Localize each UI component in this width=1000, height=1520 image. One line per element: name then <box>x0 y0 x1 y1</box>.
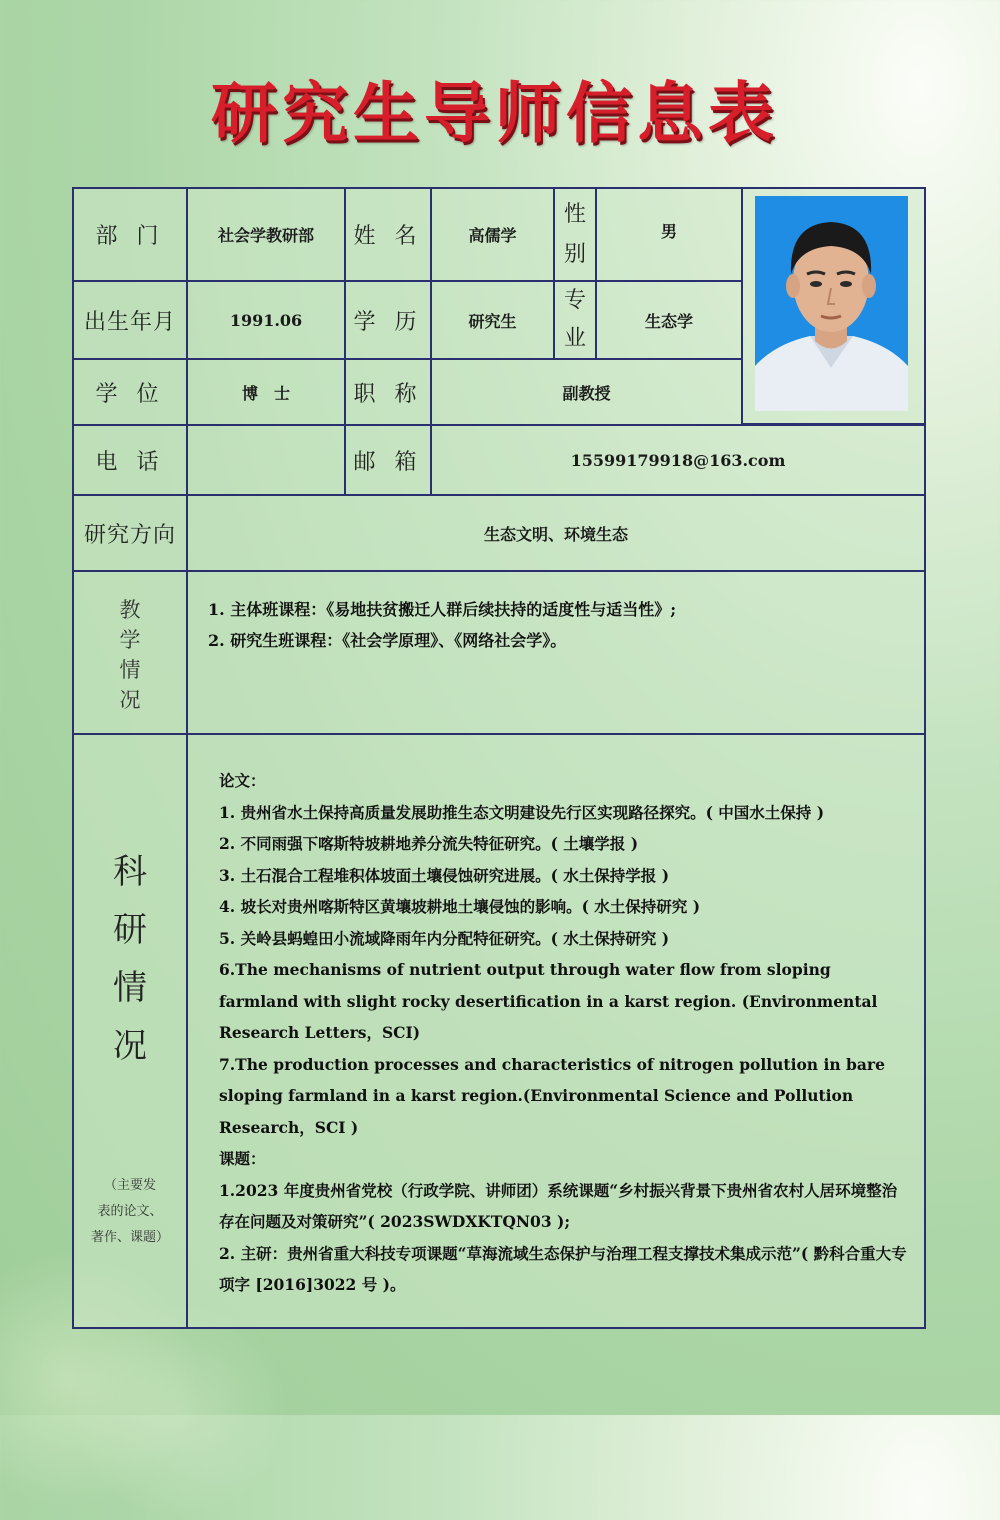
research-note-line: 著作、课题） <box>90 1230 169 1245</box>
value-education: 研究生 <box>430 280 555 360</box>
label-gender <box>553 187 597 282</box>
page-title: 研究生导师信息表 <box>211 75 779 152</box>
research-item: 1. 贵州省水土保持高质量发展助推生态文明建设先行区实现路径探究。( 中国水土保持 ) <box>219 802 825 822</box>
research-item: 5. 关岭县蚂蝗田小流域降雨年内分配特征研究。( 水土保持研究 ) <box>219 928 670 948</box>
research-heading-papers: 论文： <box>219 771 266 790</box>
label-teaching-char: 况 <box>119 687 141 712</box>
label-birth: 出生年月 <box>72 280 188 360</box>
research-item: 3. 土石混合工程堆积体坡面土壤侵蚀研究进展。( 水土保持学报 ) <box>219 865 670 885</box>
label-research-char: 科 <box>113 852 147 892</box>
research-item: 4. 坡长对贵州喀斯特区黄壤坡耕地土壤侵蚀的影响。( 水土保持研究 ) <box>219 897 701 916</box>
label-teaching-char: 情 <box>119 657 141 682</box>
label-teaching-char: 教 <box>119 597 141 622</box>
label-email: 邮 箱 <box>344 424 432 496</box>
value-research-direction: 生态文明、环境生态 <box>186 494 926 572</box>
label-department: 部 门 <box>72 187 188 282</box>
teaching-item: 1. 主体班课程：《易地扶贫搬迁人群后续扶持的适度性与适当性》; <box>208 600 677 619</box>
label-name: 姓 名 <box>344 187 432 282</box>
label-major-char-2: 业 <box>563 326 586 351</box>
value-major: 生态学 <box>595 280 743 360</box>
portrait-image <box>755 196 908 411</box>
value-degree: 博 士 <box>186 358 346 426</box>
teaching-list <box>208 594 676 656</box>
research-item: 7.The production processes and characteristics of nitrogen pollution in bare sloping farmland in a karst region.(Environmental Science and Pollution Research，SCI ) <box>219 1054 885 1137</box>
research-item: 1.2023 年度贵州省党校（行政学院、讲师团）系统课题“乡村振兴背景下贵州省农村人居环境整治存在问题及对策研究”( 2023SWDXKTQN03 ); <box>219 1180 898 1231</box>
label-research-char: 情 <box>113 968 147 1008</box>
value-name: 高儒学 <box>430 187 555 282</box>
research-heading-projects: 课题： <box>219 1149 266 1168</box>
label-education: 学 历 <box>344 280 432 360</box>
research-list <box>219 765 909 1301</box>
label-research <box>72 733 188 1329</box>
research-note-line: （主要发 <box>103 1178 156 1193</box>
label-major-char-1: 专 <box>563 288 586 313</box>
portrait-photo <box>755 196 908 411</box>
label-gender-char-1: 性 <box>563 201 586 227</box>
value-email: 15599179918@163.com <box>430 424 926 496</box>
research-item: 2. 不同雨强下喀斯特坡耕地养分流失特征研究。( 土壤学报 ) <box>219 834 639 853</box>
label-gender-char-2: 别 <box>563 241 586 267</box>
value-gender: 男 <box>595 187 743 282</box>
label-phone: 电 话 <box>72 424 188 496</box>
label-research-char: 研 <box>113 910 147 950</box>
label-teaching-char: 学 <box>119 627 141 652</box>
value-birth: 1991.06 <box>186 280 346 360</box>
label-major <box>553 280 597 360</box>
label-research-char: 况 <box>113 1026 147 1066</box>
label-degree: 学 位 <box>72 358 188 426</box>
teaching-item: 2. 研究生班课程：《社会学原理》、《网络社会学》。 <box>208 631 567 650</box>
value-department: 社会学教研部 <box>186 187 346 282</box>
label-teaching <box>72 570 188 735</box>
value-phone <box>186 424 346 496</box>
label-research-direction: 研究方向 <box>72 494 188 572</box>
research-item: 6.The mechanisms of nutrient output through water flow from sloping farmland with slight rocky desertification in a karst region. (Environmental Research Letters，SCI) <box>219 960 878 1042</box>
value-title: 副教授 <box>430 358 743 426</box>
research-note-line: 表的论文、 <box>97 1204 163 1219</box>
label-title: 职 称 <box>344 358 432 426</box>
research-item: 2. 主研：贵州省重大科技专项课题“草海流域生态保护与治理工程支撑技术集成示范”( 黔科合重大专项字 [2016]3022 号 )。 <box>219 1243 907 1294</box>
